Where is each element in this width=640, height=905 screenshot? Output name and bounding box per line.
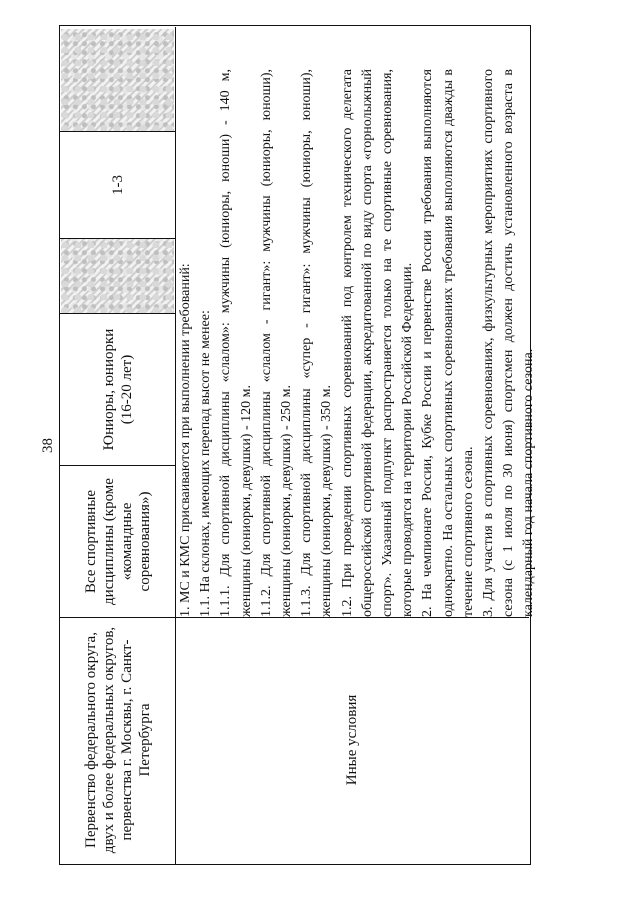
conditions-text (176, 69, 540, 617)
scan-noise-area (61, 29, 174, 131)
disciplines-cell: Все спортивные дисциплины (кроме «командные соревнования») (82, 478, 153, 605)
scan-noise-area (61, 239, 174, 313)
places-cell: 1-3 (109, 175, 126, 195)
competition-cell: Первенство федерального округа, двух и более федеральных округов, первенства г. Москвы, г. Санкт-Петербурга (82, 626, 153, 854)
condition-paragraph: 2. На чемпионате России, Кубке России и первенстве России требования выполняются однократно. На остальных спортивных соревнованиях требования выполняются дважды в течение спортивного сезона. (420, 69, 476, 617)
condition-paragraph: 1. МС и КМС присваиваются при выполнении требований: (178, 263, 193, 617)
age-group-cell: Юниоры, юниорки (16-20 лет) (100, 328, 135, 451)
condition-paragraph: 1.1.2. Для спортивной дисциплины «слалом - гигант»: мужчины (юниоры, юноши), женщины (юниорки, девушки) - 250 м. (258, 69, 295, 617)
condition-paragraph: 1.2. При проведении спортивных соревнований под контролем технического делегата общероссийской спортивной федерации, аккредитованной по виду спорта «горнолыжный спорт». Указанный подпункт распространяется только на те спортивные соревнования, которые проводятся на территории Российской Федерации. (339, 69, 416, 617)
page-number: 38 (40, 438, 56, 453)
condition-paragraph: 1.1.1. Для спортивной дисциплины «слалом»: мужчины (юниоры, юноши) - 140 м, женщины (юниорки, девушки) - 120 м. (218, 69, 254, 617)
condition-paragraph: 1.1. На склонах, имеющих перепад высот не менее: (198, 310, 214, 617)
condition-paragraph: 3. Для участия в спортивных соревнованиях, физкультурных мероприятиях спортивного сезона (с 1 июля по 30 июня) спортсмен должен достичь установленного возраста в календарный год начала спортивного сезона. (481, 69, 537, 617)
other-conditions-label: Иные условия (344, 694, 360, 786)
condition-paragraph: 1.1.3. Для спортивной дисциплины «супер - гигант»: мужчины (юниоры, юноши), женщины (юниорки, девушки) - 350 м. (299, 69, 335, 617)
